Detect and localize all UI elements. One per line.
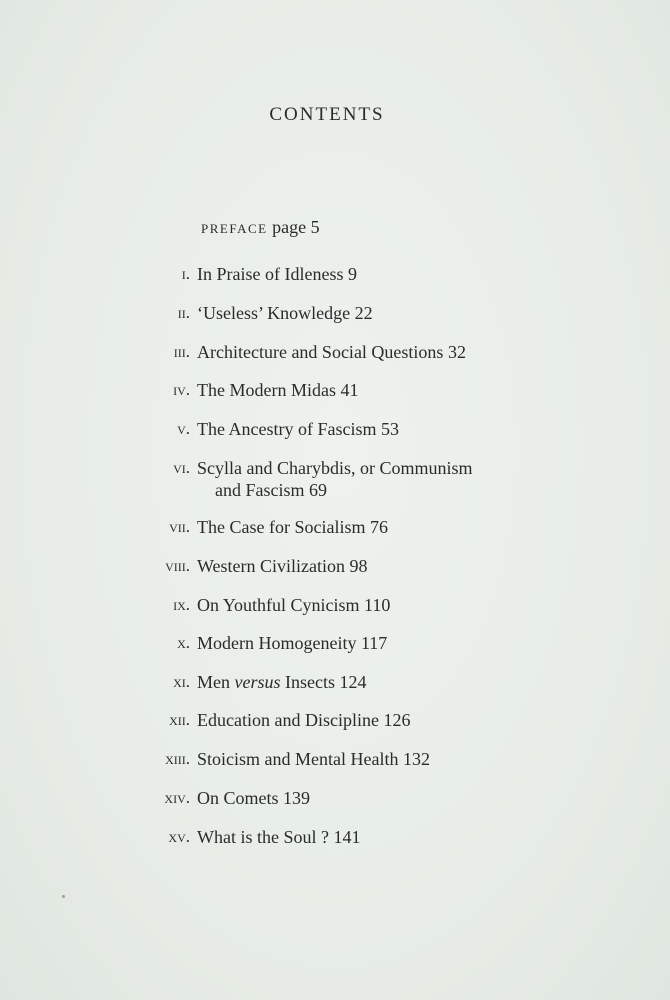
- chapter-title-italic: versus: [234, 672, 281, 692]
- chapter-title: Western Civilization: [197, 556, 346, 576]
- chapter-title: The Ancestry of Fascism: [197, 419, 377, 439]
- chapter-page: 124: [339, 672, 367, 692]
- chapter-line: [197, 788, 310, 808]
- chapter-line: [197, 556, 368, 576]
- chapter-page: 32: [447, 342, 466, 362]
- chapter-title: Scylla and Charybdis, or Communism: [197, 458, 473, 478]
- chapter-number: i .: [182, 264, 190, 284]
- chapter-line: [197, 749, 430, 769]
- chapter-page: 41: [340, 380, 359, 400]
- chapter-line: [197, 672, 366, 692]
- chapter-title: Stoicism and Mental Health: [197, 749, 399, 769]
- chapter-number: x .: [177, 633, 190, 653]
- chapter-title-continuation: [197, 480, 472, 500]
- chapter-page: 141: [333, 827, 361, 847]
- chapter-title: On Youthful Cynicism: [197, 595, 360, 615]
- chapter-line: [197, 633, 387, 653]
- chapter-title-end: Insects: [285, 672, 335, 692]
- chapter-title: The Case for Socialism: [197, 517, 366, 537]
- chapter-page: 69: [309, 480, 327, 500]
- chapter-page: 126: [383, 710, 411, 730]
- chapter-title: What is the Soul ?: [197, 827, 329, 847]
- chapter-title: On Comets: [197, 788, 279, 808]
- chapter-page: 98: [349, 556, 368, 576]
- chapter-page: 132: [402, 749, 430, 769]
- chapter-title-start: Men: [197, 672, 230, 692]
- chapter-page: 22: [354, 303, 373, 323]
- chapter-line: [197, 517, 388, 537]
- chapter-line: [197, 595, 390, 615]
- chapter-line: [197, 303, 373, 323]
- chapter-number: iii .: [174, 342, 190, 362]
- chapter-title: The Modern Midas: [197, 380, 336, 400]
- chapter-page: 9: [347, 264, 357, 284]
- chapter-line: [197, 342, 466, 362]
- chapter-title: ‘Useless’ Knowledge: [197, 303, 351, 323]
- chapter-page: 76: [369, 517, 388, 537]
- chapter-title: In Praise of Idleness: [197, 264, 344, 284]
- chapter-line: [197, 458, 472, 500]
- page-title: CONTENTS: [269, 104, 385, 125]
- chapter-number: xi .: [173, 672, 190, 692]
- chapter-number: xv .: [168, 827, 190, 847]
- chapter-page: 110: [364, 595, 391, 615]
- chapter-title-cont-text: and Fascism: [215, 480, 305, 500]
- chapter-number: xii .: [169, 710, 190, 730]
- chapter-number: vi .: [173, 458, 190, 478]
- chapter-number: ii .: [178, 303, 190, 323]
- preface-page-word: page: [272, 217, 307, 237]
- preface-page-number: 5: [310, 217, 320, 237]
- chapter-line: [197, 419, 399, 439]
- chapter-number: viii .: [165, 556, 190, 576]
- chapter-number: vii .: [169, 517, 190, 537]
- chapter-title: Modern Homogeneity: [197, 633, 357, 653]
- chapter-line: [197, 710, 410, 730]
- chapter-title: Education and Discipline: [197, 710, 379, 730]
- chapter-line: [197, 380, 358, 400]
- chapter-page: 139: [283, 788, 311, 808]
- chapter-number: xiii .: [165, 749, 190, 769]
- chapter-page: 117: [360, 633, 388, 653]
- paper-speck: [62, 895, 65, 898]
- chapter-number: xiv .: [164, 788, 190, 808]
- chapter-line: [197, 827, 360, 847]
- preface-label: PREFACE: [201, 221, 268, 236]
- chapter-line: [197, 264, 357, 284]
- preface-entry: [201, 217, 320, 238]
- chapter-number: ix .: [173, 595, 190, 615]
- chapter-number: iv .: [173, 380, 190, 400]
- chapter-number: v .: [177, 419, 190, 439]
- chapter-title: Architecture and Social Questions: [197, 342, 444, 362]
- chapter-page: 53: [380, 419, 399, 439]
